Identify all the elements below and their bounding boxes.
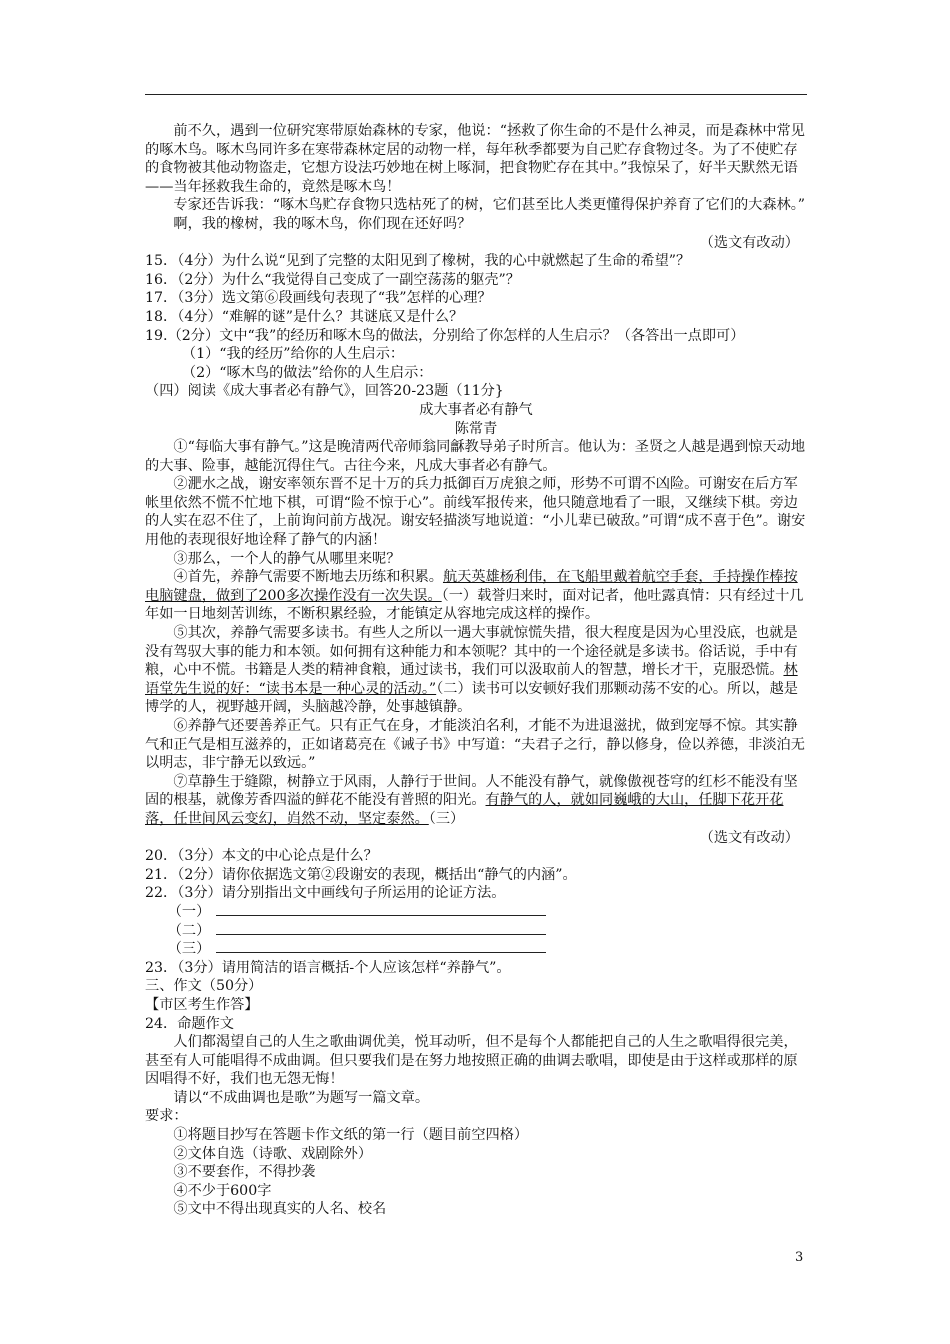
- question-24: 24．命题作文: [145, 1015, 234, 1032]
- sentence-marker-1: （一）: [441, 587, 478, 604]
- article-paragraph-1: ①“每临大事有静气。”这是晚清两代帝师翁同龢教导弟子时所言。他认为：圣贤之人越是遇到惊天动地的大事、险事，越能沉得住气。古往今来，凡成大事者必有静气。: [145, 439, 806, 474]
- underlined-sentence-3: 有静气的人，就如同巍峨的大山，任脚下花开花落，任世间风云变幻，岿然不动，坚定泰然。: [145, 792, 784, 827]
- requirement-item: ③不要套作，不得抄袭: [173, 1164, 316, 1181]
- article-paragraph-2: ②淝水之战，谢安率领东晋不足十万的兵力抵御百万虎狼之师，形势不可谓不凶险。可谢安在后方军帐里依然不慌不忙地下棋，可谓“险不惊于心”。前线军报传来，他只随意地看了一眼，又继续下棋。旁边的人实在忍不住了，上前询问前方战况。谢安轻描淡写地说道：“小儿辈已破敌。”可谓“成不喜于色”。谢安用他的表现很好地诠释了静气的内涵！: [145, 476, 806, 549]
- article-paragraph-3: ③那么，一个人的静气从哪里来呢？: [173, 550, 401, 567]
- paragraph-text: 载誉归来时，面对记者，他吐露真情：只有经过十几年如一日地刻苦训练，不断积累经验，才能镇定从容地完成这样的操作。: [145, 587, 804, 623]
- answer-line-3: [145, 940, 807, 959]
- page-number: 3: [795, 1250, 804, 1265]
- article-paragraph-7: [145, 773, 807, 829]
- answer-line-1: [145, 903, 807, 922]
- composition-tag: 【市区考生作答】: [145, 996, 259, 1013]
- question-19-sub-1: （1）“我的经历”给你的人生启示：: [181, 346, 405, 363]
- question-17: 17．（3分）选文第⑥段画线句表现了“我”怎样的心理？: [145, 290, 492, 307]
- sentence-marker-3: （三）: [428, 810, 465, 827]
- requirement-item: ⑤文中不得出现真实的人名、校名: [173, 1201, 387, 1218]
- question-20: 20．（3分）本文的中心论点是什么？: [145, 848, 378, 865]
- question-19-sub-2: （2）“啄木鸟的做法”给你的人生启示：: [181, 364, 433, 381]
- underlined-sentence-2: 林语堂先生说的好：“读书本是一种心灵的活动。”: [145, 662, 798, 697]
- requirement-item: ④不少于600字: [173, 1182, 272, 1199]
- question-15: 15．（4分）为什么说“见到了完整的太阳见到了橡树，我的心中就燃起了生命的希望”？: [145, 253, 691, 270]
- answer-label: （三）: [167, 941, 211, 958]
- composition-instruction: 请以“不成曲调也是歌”为题写一篇文章。: [173, 1089, 430, 1106]
- article-paragraph-5: [145, 624, 807, 717]
- article-title: 成大事者必有静气: [419, 401, 533, 418]
- passage-paragraph: 专家还告诉我：“啄木鸟贮存食物只选枯死了的树，它们甚至比人类更懂得保护养育了它们的大森林。”: [173, 197, 806, 214]
- composition-prompt: 人们都渴望自己的人生之歌曲调优美，悦耳动听，但不是每个人都能把自己的人生之歌唱得很完美，甚至有人可能唱得不成曲调。但只要我们是在努力地按照正确的曲调去歌唱，即使是由于这样或那样的原因唱得不好，我们也无怨无悔！: [145, 1034, 798, 1088]
- article-author: 陈常青: [454, 420, 498, 437]
- question-23: 23．（3分）请用简洁的语言概括-个人应该怎样“养静气”。: [145, 959, 511, 976]
- underlined-sentence-1: 航天英雄杨利伟，在飞船里戴着航空手套，手持操作棒按电脑键盘，做到了200多次操作没有一次失误。: [145, 569, 798, 604]
- answer-blank[interactable]: [216, 903, 546, 916]
- paragraph-text: 读书可以安顿好我们那颗动荡不安的心。所以，越是博学的人，视野越开阔，头脑越冷静，处事越镇静。: [145, 680, 798, 716]
- question-22: 22．（3分）请分别指出文中画线句子所运用的论证方法。: [145, 885, 506, 902]
- section-4-intro: （四）阅读《成大事者必有静气》，回答20-23题（11分}: [145, 383, 504, 400]
- sentence-marker-2: （二）: [436, 680, 472, 697]
- source-note: （选文有改动）: [699, 234, 799, 251]
- composition-heading: 三、作文（50分）: [145, 978, 263, 995]
- answer-label: （一）: [167, 903, 211, 920]
- requirement-item: ①将题目抄写在答题卡作文纸的第一行（题目前空四格）: [173, 1127, 529, 1144]
- answer-blank[interactable]: [216, 922, 546, 935]
- answer-line-2: [145, 922, 807, 941]
- question-21: 21．（2分）请你依据选文第②段谢安的表现，概括出“静气的内涵”。: [145, 866, 577, 883]
- article-paragraph-4: [145, 568, 807, 624]
- header-rule: [145, 94, 807, 95]
- source-note: （选文有改动）: [699, 829, 799, 846]
- question-19: 19.（2分）文中“我”的经历和啄木鸟的做法，分别给了你怎样的人生启示？（各答出一点即可）: [145, 327, 745, 344]
- requirements-label: 要求：: [145, 1108, 188, 1125]
- passage-paragraph: 啊，我的橡树，我的啄木鸟，你们现在还好吗？: [173, 215, 472, 232]
- article-paragraph-6: ⑥养静气还要善养正气。只有正气在身，才能淡泊名利，才能不为进退滋扰，做到宠辱不惊。其实静气和正气是相互滋养的，正如诸葛亮在《诫子书》中写道：“夫君子之行，静以修身，俭以养德，非淡泊无以明志，非宁静无以致远。”: [145, 718, 805, 772]
- paragraph-text: ④首先，养静气需要不断地去历练和积累。: [173, 569, 443, 586]
- passage-paragraph: 前不久，遇到一位研究寒带原始森林的专家，他说：“拯救了你生命的不是什么神灵，而是森林中常见的啄木鸟。啄木鸟同许多在寒带森林定居的动物一样，每年秋季都要为自己贮存食物过冬。为了不使贮存的食物被其他动物盗走，它想方设法巧妙地在树上啄洞，把食物贮存在其中。”我惊呆了，好半天默然无语——当年拯救我生命的，竟然是啄木鸟！: [145, 123, 805, 195]
- question-16: 16．（2分）为什么“我觉得自己变成了一副空荡荡的躯壳”？: [145, 271, 520, 288]
- page-content: [145, 122, 807, 1219]
- requirement-item: ②文体自选（诗歌、戏剧除外）: [173, 1145, 373, 1162]
- paragraph-text: ⑦草静生于缝隙，树静立于风雨，人静行于世间。人不能没有静气，就像傲视苍穹的红杉不能没有坚固的根基，就像芳香四溢的鲜花不能没有普照的阳光。: [145, 773, 798, 809]
- answer-label: （二）: [167, 922, 211, 939]
- paragraph-text: ⑤其次，养静气需要多读书。有些人之所以一遇大事就惊慌失措，很大程度是因为心里没底，也就是没有驾驭大事的能力和本领。如何拥有这种能力和本领呢？其中的一个途径就是多读书。俗话说，手中有粮，心中不慌。书籍是人类的精神食粮，通过读书，我们可以汲取前人的智慧，增长才干，克服恐慌。: [145, 625, 798, 679]
- question-18: 18．（4分）“难解的谜”是什么？其谜底又是什么？: [145, 308, 464, 325]
- answer-blank[interactable]: [216, 940, 546, 953]
